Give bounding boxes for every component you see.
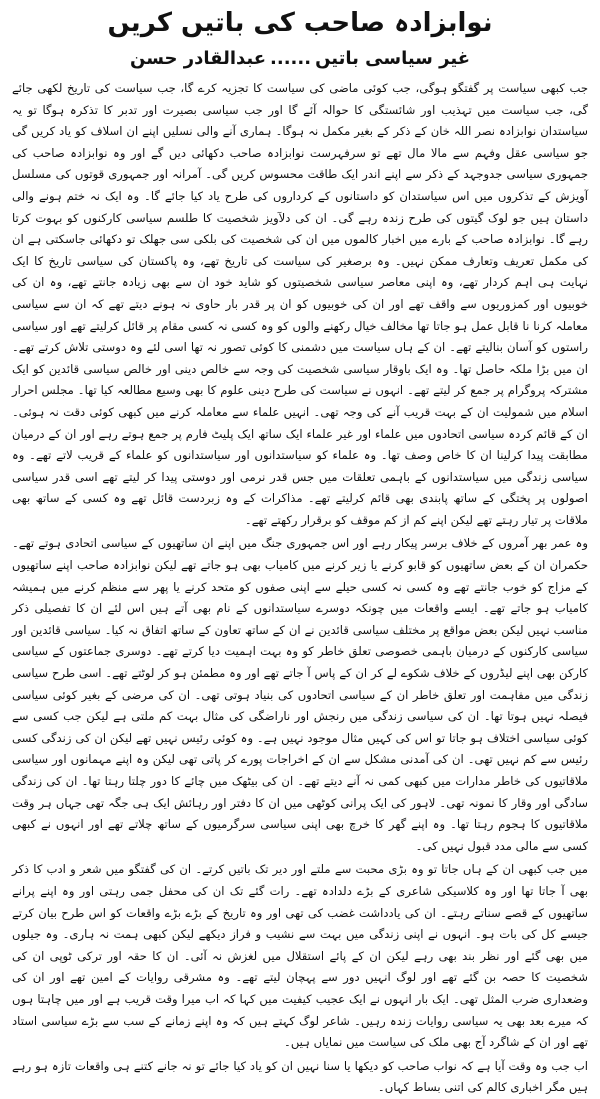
article-paragraph: وہ عمر بھر آمروں کے خلاف برسر پیکار رہے اور اس جمہوری جنگ میں اپنے ان ساتھیوں کے سیاسی اتحادی ہوتے تھے۔ حکمران ان کے بعض ساتھیوں کو قابو کرنے یا زیر کرنے میں کامیاب بھی ہو جاتے تھے لیکن نوابزادہ صاحب اپنے ساتھیوں کے مزاج کو خوب جانتے تھے وہ کسی نہ کسی حیلے سے اپنی صفوں کو متحد کرنے یا پھر سے منظم کرنے میں ہمیشہ کامیاب ہو جاتے تھے۔ ایسے واقعات میں چونکہ دوسرے سیاستدانوں کے نام بھی آتے ہیں اس لئے ان کا تفصیلی ذکر مناسب نہیں لیکن بعض مواقع پر مختلف سیاسی قائدین نے ان کے ساتھ تعاون کے ساتھ اتفاق نہ کیا۔ سیاسی قائدین اور سیاسی کارکنوں کے درمیان باہمی خصوصی تعلق خاطر کو وہ بہت اہمیت دیا کرتے تھے۔ دوسری جماعتوں کے سیاسی کارکن بھی اپنے لیڈروں کے خلاف شکوے لے کر ان کے پاس آ جاتے تھے اور وہ مطمئن ہو کر لوٹتے تھے۔ اسی طرح سیاسی زندگی میں مفاہمت اور تعلق خاطر ان کے سیاسی اتحادوں کی بنیاد ہوتی تھی۔ ان کی مرضی کے بغیر کوئی سیاسی فیصلہ نہیں ہوتا تھا۔ ان کی سیاسی زندگی میں رنجش اور ناراضگی کی مثال بہت کم ملتی ہے لیکن جب کسی سے کوئی سیاسی اختلاف ہو جاتا تو اس کی کہیں مثال موجود نہیں ہے۔ وہ کوئی رئیس نہیں تھے لیکن ان کی زندگی کسی رئیس سے کم نہیں تھی۔ ان کی آمدنی مشکل سے ان کے اخراجات پورے کر پاتی تھی لیکن وہ اپنے مہمانوں اور سیاسی ملاقاتیوں کی خاطر مدارات میں کبھی کمی نہ آنے دیتے تھے۔ ان کی بیٹھک میں چائے کا دور چلتا رہتا تھا۔ ان کی زندگی سادگی اور وقار کا نمونہ تھی۔ لاہور کی ایک پرانی کوٹھی میں ان کا دفتر اور رہائش ایک ہی جگہ تھی جہاں ہر وقت ملاقاتیوں کا ہجوم رہتا تھا۔ وہ اپنے گھر کا خرچ بھی اپنی سیاسی سرگرمیوں کے ساتھ چلاتے تھے اور انہوں نے کبھی کسی سے مالی مدد قبول نہیں کی۔ — [12, 536, 588, 853]
author-name: عبدالقادر حسن — [130, 48, 267, 69]
article-body — [12, 78, 588, 1099]
byline-separator: ...... — [270, 48, 312, 69]
byline — [12, 46, 588, 74]
article-paragraph: میں جب کبھی ان کے ہاں جاتا تو وہ بڑی محبت سے ملتے اور دیر تک باتیں کرتے۔ ان کی گفتگو میں شعر و ادب کا ذکر بھی آ جاتا تھا اور وہ کلاسیکی شاعری کے بڑے دلدادہ تھے۔ رات گئے تک ان کی محفل جمی رہتی اور وہ اپنے پرانے ساتھیوں کے قصے سناتے رہتے۔ ان کی یادداشت غضب کی تھی اور وہ تاریخ کے بڑے بڑے واقعات کو اس طرح بیان کرتے جیسے کل کی بات ہو۔ انہوں نے اپنی زندگی میں بہت سے نشیب و فراز دیکھے لیکن کبھی ہمت نہ ہاری۔ وہ جیلوں میں بھی گئے اور نظر بند بھی رہے لیکن ان کے پائے استقلال میں لغزش نہ آئی۔ ان کا حقہ اور ترکی ٹوپی ان کی شخصیت کا حصہ بن گئے تھے اور لوگ انہیں دور سے پہچان لیتے تھے۔ وہ مشرقی روایات کے امین تھے اور ان کی وضعداری ضرب المثل تھی۔ ایک بار انہوں نے ایک عجیب کیفیت میں کہا کہ اب میرا وقت قریب ہے اور میں چاہتا ہوں کہ میرے بعد بھی یہ سیاسی روایات زندہ رہیں۔ شاعر لوگ کہتے ہیں کہ وہ اپنے زمانے کے سب سے بڑے سیاسی استاد تھے اور ان کے شاگرد آج بھی ملک کی سیاست میں نمایاں ہیں۔ — [12, 862, 588, 1050]
article-title: نوابزادہ صاحب کی باتیں کریں — [107, 8, 493, 38]
article-paragraph: جب کبھی سیاست پر گفتگو ہوگی، جب کوئی ماضی کی سیاست کا تجزیہ کرے گا، جب سیاست کی تاریخ لکھی جائے گی، جب سیاست میں تہذیب اور شائستگی کا حوالہ آئے گا اور جب سیاسی بصیرت اور تدبر کا تذکرہ ہوگا تو یہ سیاستدان نوابزادہ نصر اللہ خان کے ذکر کے بغیر مکمل نہ ہوگا۔ ہماری آنے والی نسلیں اپنے ان اسلاف کو یاد کریں گی جو سیاسی عقل وفہم سے مالا مال تھے تو سرفہرست نوابزادہ صاحب دکھائی دیں گے اور وہ نوابزادہ صاحب کی جمہوری سیاسی جدوجہد کے ذکر سے اپنے اندر ایک طاقت محسوس کریں گی۔ آمرانہ اور جمہوری قوتوں کی مسلسل آویزش کے تذکروں میں اس سیاستدان کو داستانوں کے کرداروں کی طرح یاد کیا جائے گا۔ وہ ایک نہ ختم ہونے والی داستان ہیں جو لوک گیتوں کی طرح زندہ رہے گی۔ ان کی دلآویز شخصیت کا طلسم سیاسی کارکنوں کو بہوت کرتا رہے گا۔ نوابزادہ صاحب کے بارے میں اخبار کالموں میں ان کی شخصیت کی بلکی سی جھلک تو دکھائی جاسکتی ہے ان کی مکمل تعریف وتعارف ممکن نہیں۔ وہ برصغیر کی سیاست کی تاریخ تھے، وہ پاکستان کی سیاسی تاریخ کا ایک نہایت ہی اہم کردار تھے، وہ اپنی معاصر سیاسی شخصیتوں کو شاید خود ان سے بھی زیادہ جانتے تھے، وہ ان کی خوبیوں اور کمزوریوں سے واقف تھے اور ان کی خوبیوں کو ان پر قدر بار حاوی نہ ہونے دیتے تھے کہ ان سے سیاسی معاملہ کرنا نا قابل عمل ہو جاتا تھا مخالف خیال رکھنے والوں کو وہ کسی نہ کسی مقام پر قائل کرلیتے تھے اور سیاسی راستوں کو آسان بنالیتے تھے۔ ان کے ہاں سیاست میں دشمنی کا کوئی تصور نہ تھا اسی لئے وہ دوستی تلاش کرتے تھے۔ ان میں بڑا ملکہ حاصل تھا۔ وہ ایک باوقار سیاسی شخصیت کی وجہ سے خالص دینی اور خالص سیاسی قائدین کو ایک مشترکہ پروگرام پر جمع کر لیتے تھے۔ انہوں نے سیاست کی طرح دینی علوم کا بھی وسیع مطالعہ کیا تھا۔ مجلس احرار اسلام میں شمولیت ان کے بہت قریب آنے کی وجہ تھی۔ انہیں علماء سے معاملہ کرنے میں کبھی کوئی دقت نہ ہوئی۔ ان کے قائم کردہ سیاسی اتحادوں میں علماء اور غیر علماء ایک ساتھ ایک پلیٹ فارم پر جمع ہوتے رہے اور ان کے درمیان مطابقت پیدا کرلینا ان کا خاص وصف تھا۔ وہ علماء کو سیاستدانوں اور سیاستدانوں کو علماء کے قریب لاتے تھے۔ وہ سیاسی زندگی میں سیاستدانوں کے باہمی تعلقات میں جس قدر نرمی اور دوستی پیدا کر لیتے تھے اسی قدر سیاسی اصولوں پر پختگی کے ساتھ پابندی بھی قائم کرلیتے تھے۔ مذاکرات کے وہ زبردست قائل تھے وہ کسی کے ساتھ بھی ملاقات پر تیار رہتے تھے لیکن اپنے کم از کم موقف کو برقرار رکھتے تھے۔ — [12, 81, 588, 527]
column-name: غیر سیاسی باتیں — [315, 48, 470, 69]
closing-paragraph: اب جب وہ وقت آیا ہے کہ نواب صاحب کو دیکھا یا سنا نہیں ان کو یاد کیا جائے تو نہ جانے کتنے ہی واقعات تازہ ہو رہے ہیں مگر اخباری کالم کی اتنی بساط کہاں۔ — [12, 1058, 588, 1095]
